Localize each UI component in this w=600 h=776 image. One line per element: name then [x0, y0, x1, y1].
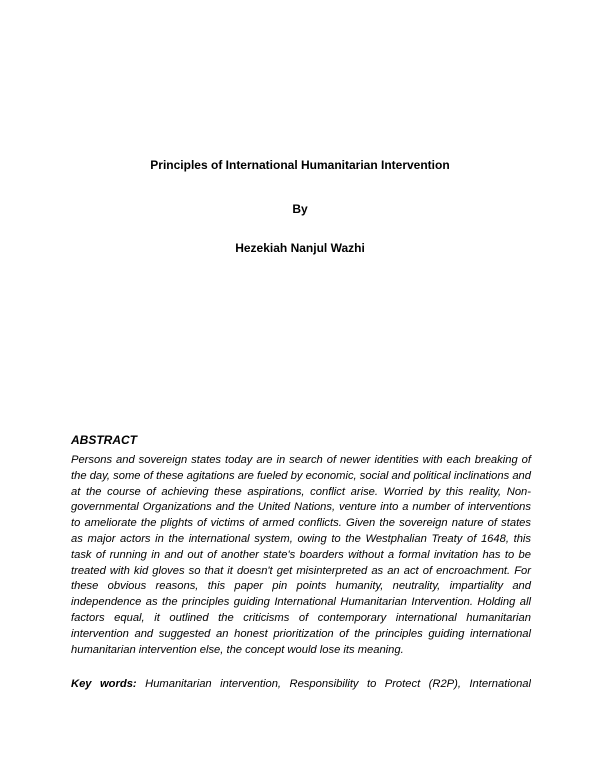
abstract-text: Persons and sovereign states today are in search of newer identities with each breaking of the day, some of these agitations are fueled by economic, social and political inclinations and at the course of achieving these aspirations, conflict arise. Worried by this reality, Non-governmental Organizations and the United Nations, venture into a number of interventions to ameliorate the plights of victims of armed conflicts. Given the sovereign nature of states as major actors in the international system, owing to the Westphalian Treaty of 1648, this task of running in and out of another state's boarders without a formal invitation has to be treated with kid gloves so that it doesn't get misinterpreted as an act of encroachment. For these obvious reasons, this paper pin points humanity, neutrality, impartiality and independence as the principles guiding International Humanitarian Intervention. Holding all factors equal, it outlined the criticisms of contemporary international humanitarian intervention and suggested an honest prioritization of the principles guiding international humanitarian intervention else, the concept would lose its meaning.	[71, 454, 531, 656]
keywords-line	[71, 677, 531, 693]
author-name: Hezekiah Nanjul Wazhi	[235, 241, 365, 255]
abstract-heading: ABSTRACT	[71, 433, 137, 447]
byline: By	[292, 202, 308, 216]
keywords-label: Key words:	[71, 678, 137, 690]
paper-title: Principles of International Humanitarian Intervention	[150, 158, 450, 172]
keywords-text: Humanitarian intervention, Responsibility to Protect (R2P), International	[145, 678, 531, 690]
